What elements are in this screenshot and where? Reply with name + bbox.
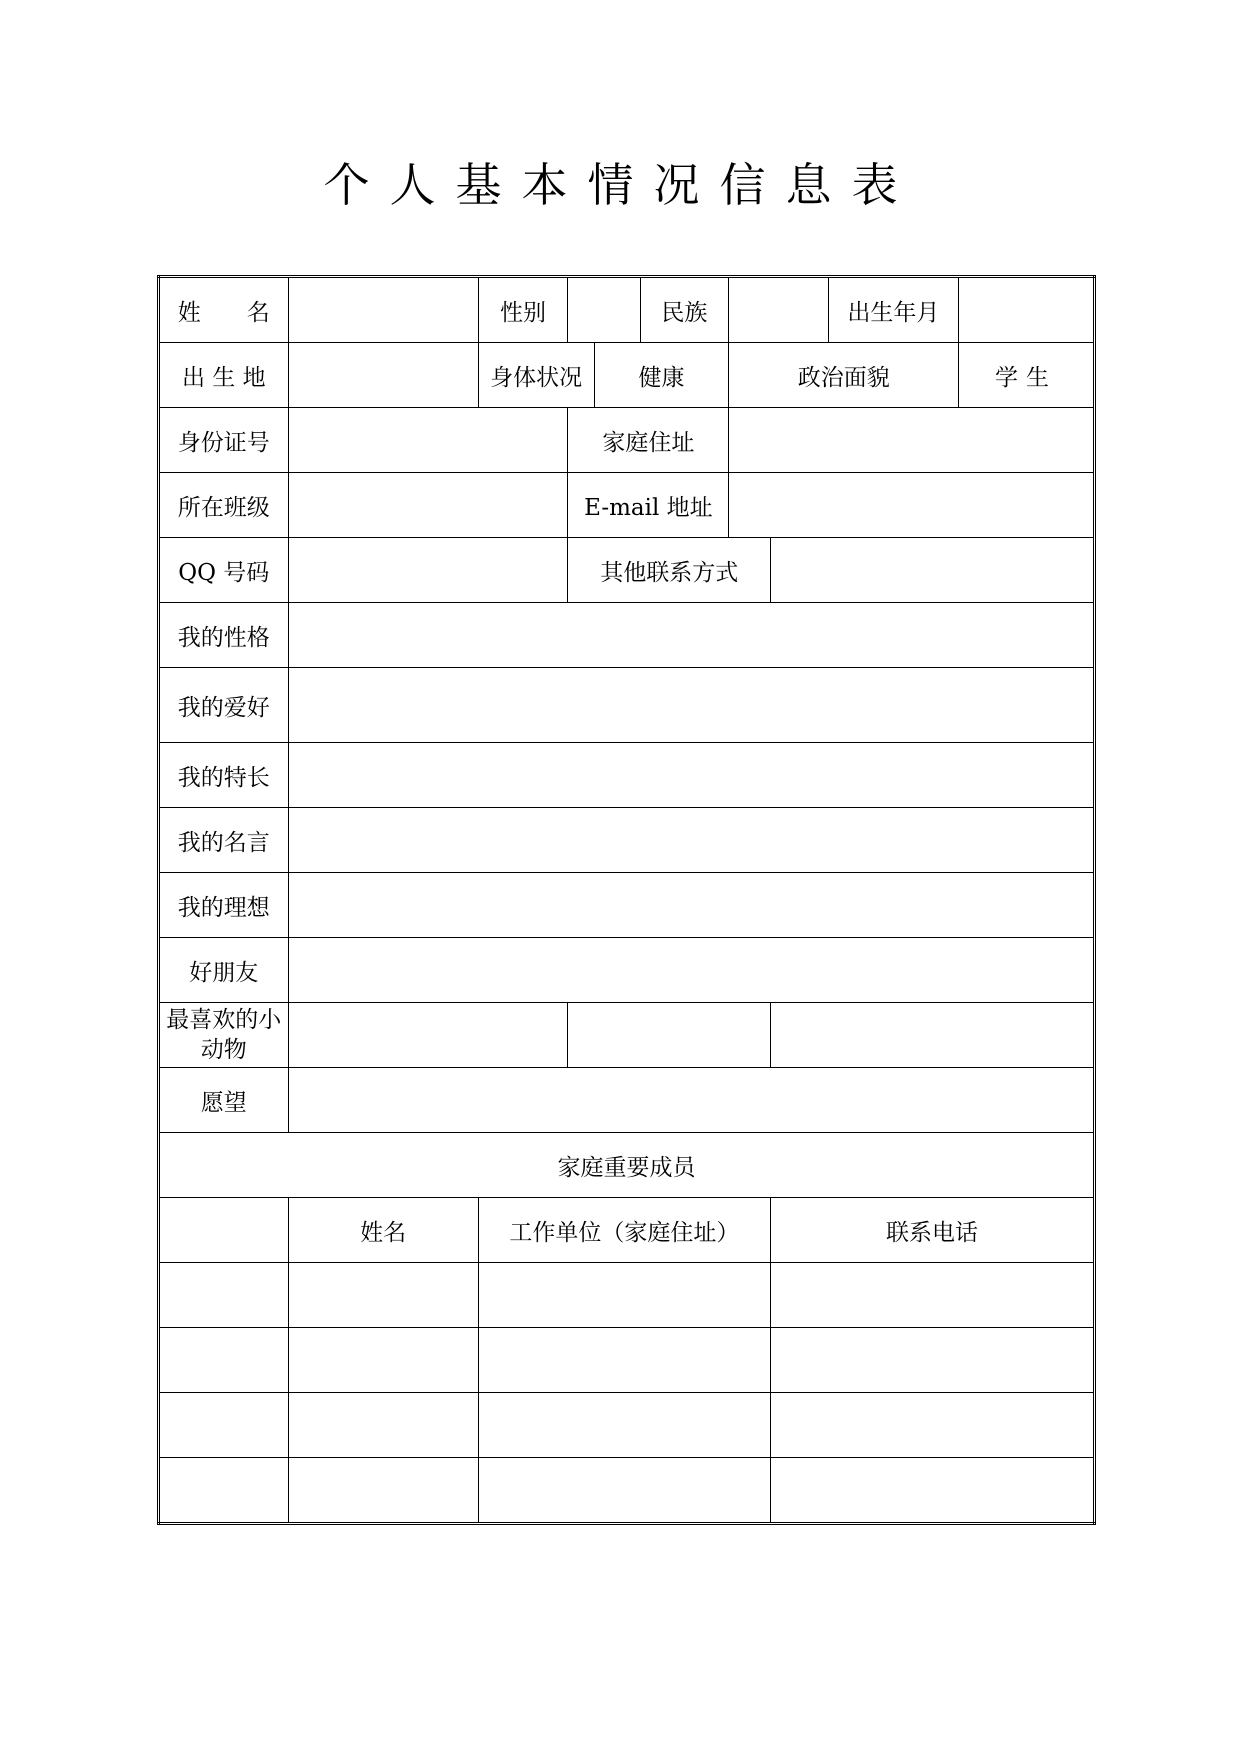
family-relation-field[interactable] [159,1458,289,1524]
family-workplace-field[interactable] [478,1328,770,1393]
row-basic-1 [159,277,1095,343]
friends-field[interactable] [288,938,1094,1003]
home-address-field[interactable] [729,408,1095,473]
ideal-label: 我的理想 [159,873,289,938]
ethnicity-label: 民族 [640,277,729,343]
family-row [159,1328,1095,1393]
motto-label: 我的名言 [159,808,289,873]
wish-field[interactable] [288,1068,1094,1133]
hobby-label: 我的爱好 [159,668,289,743]
birth-field[interactable] [959,277,1095,343]
row-talent [159,743,1095,808]
family-workplace-field[interactable] [478,1263,770,1328]
pet-field-3[interactable] [771,1003,1095,1068]
row-friends [159,938,1095,1003]
health-label: 身体状况 [478,343,594,408]
home-address-label: 家庭住址 [568,408,729,473]
row-ideal [159,873,1095,938]
email-field[interactable] [729,473,1095,538]
political-label: 政治面貌 [729,343,959,408]
row-qq [159,538,1095,603]
row-family-title [159,1133,1095,1198]
family-workplace-field[interactable] [478,1393,770,1458]
row-hobby [159,668,1095,743]
family-header-phone: 联系电话 [771,1198,1095,1263]
family-section-title: 家庭重要成员 [159,1133,1095,1198]
qq-field[interactable] [288,538,568,603]
family-header-workplace: 工作单位（家庭住址） [478,1198,770,1263]
row-id [159,408,1095,473]
page-title: 个人基本情况信息表 [323,158,918,212]
row-pet [159,1003,1095,1068]
talent-field[interactable] [288,743,1094,808]
row-basic-2 [159,343,1095,408]
ideal-field[interactable] [288,873,1094,938]
family-phone-field[interactable] [771,1263,1095,1328]
family-row [159,1263,1095,1328]
gender-field[interactable] [568,277,640,343]
family-relation-field[interactable] [159,1393,289,1458]
row-motto [159,808,1095,873]
row-class [159,473,1095,538]
family-row [159,1393,1095,1458]
family-phone-field[interactable] [771,1458,1095,1524]
row-family-header [159,1198,1095,1263]
info-form-table [157,275,1096,1525]
motto-field[interactable] [288,808,1094,873]
family-name-field[interactable] [288,1393,478,1458]
family-phone-field[interactable] [771,1328,1095,1393]
personality-field[interactable] [288,603,1094,668]
political-value: 学生 [959,343,1095,408]
family-name-field[interactable] [288,1263,478,1328]
other-contact-field[interactable] [771,538,1095,603]
family-phone-field[interactable] [771,1393,1095,1458]
pet-label: 最喜欢的小动物 [159,1003,289,1068]
hobby-field[interactable] [288,668,1094,743]
family-relation-field[interactable] [159,1328,289,1393]
class-label: 所在班级 [159,473,289,538]
gender-label: 性别 [478,277,568,343]
id-field[interactable] [288,408,568,473]
qq-label: QQ 号码 [159,538,289,603]
family-header-name: 姓名 [288,1198,478,1263]
email-label: E-mail 地址 [568,473,729,538]
class-field[interactable] [288,473,568,538]
wish-label: 愿望 [159,1068,289,1133]
other-contact-label: 其他联系方式 [568,538,771,603]
ethnicity-field[interactable] [729,277,828,343]
id-label: 身份证号 [159,408,289,473]
pet-field-1[interactable] [288,1003,568,1068]
health-value: 健康 [594,343,729,408]
family-relation-field[interactable] [159,1263,289,1328]
family-workplace-field[interactable] [478,1458,770,1524]
family-name-field[interactable] [288,1328,478,1393]
family-header-relation [159,1198,289,1263]
row-wish [159,1068,1095,1133]
birthplace-field[interactable] [288,343,478,408]
family-row [159,1458,1095,1524]
friends-label: 好朋友 [159,938,289,1003]
birthplace-label: 出 生 地 [159,343,289,408]
name-label: 姓 名 [159,277,289,343]
talent-label: 我的特长 [159,743,289,808]
row-personality [159,603,1095,668]
family-name-field[interactable] [288,1458,478,1524]
name-field[interactable] [288,277,478,343]
birth-label: 出生年月 [828,277,959,343]
personality-label: 我的性格 [159,603,289,668]
pet-field-2[interactable] [568,1003,771,1068]
